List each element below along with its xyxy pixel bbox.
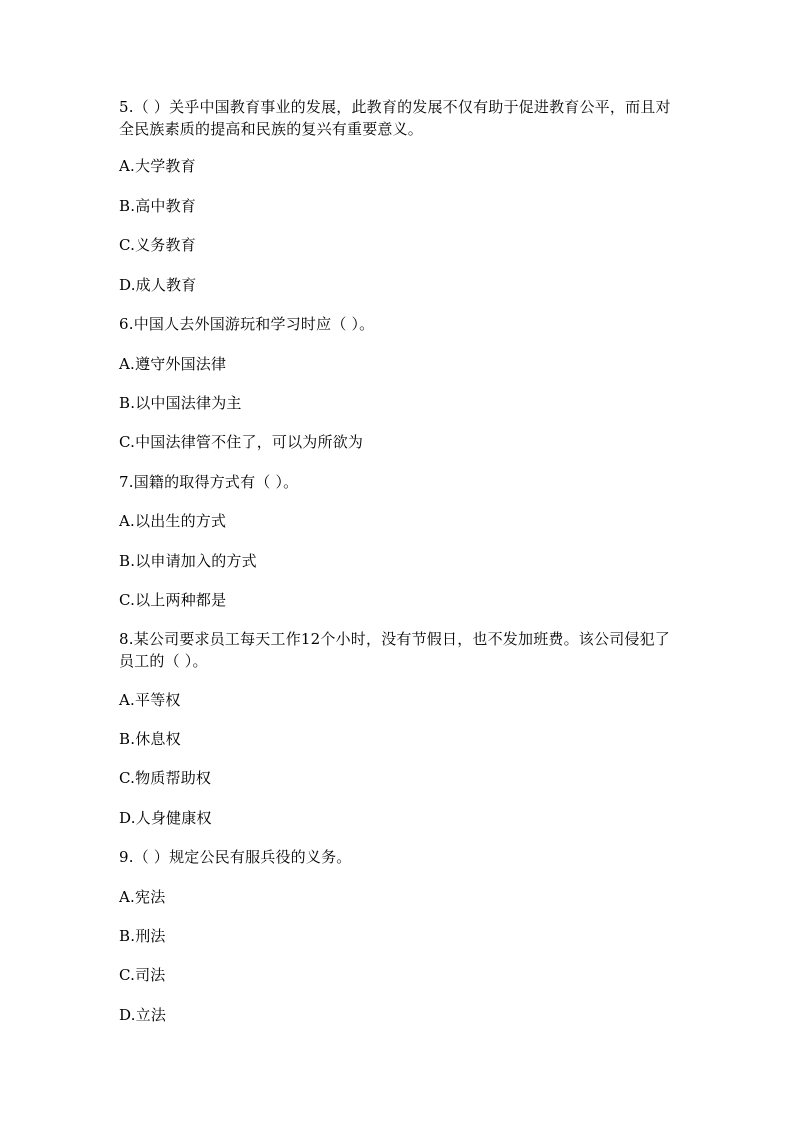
question-5-option-d: D.成人教育 [119,276,197,294]
question-7-option-c: C.以上两种都是 [119,591,227,609]
question-5-option-a: A.大学教育 [119,157,196,175]
question-9-option-d: D.立法 [119,1006,167,1024]
question-5-stem: 5.（ ）关乎中国教育事业的发展，此教育的发展不仅有助于促进教育公平，而且对全民族素质的提高和民族的复兴有重要意义。 [119,98,671,138]
question-7-option-b: B.以申请加入的方式 [119,552,257,570]
question-9-option-a: A.宪法 [119,888,166,906]
question-6-stem: 6.中国人去外国游玩和学习时应（ ）。 [119,315,375,333]
question-5-option-b: B.高中教育 [119,197,196,215]
question-8-option-d: D.人身健康权 [119,809,212,827]
question-8-stem: 8.某公司要求员工每天工作12个小时，没有节假日，也不发加班费。该公司侵犯了员工的（ ）。 [119,630,671,670]
question-7-stem: 7.国籍的取得方式有（ ）。 [119,473,299,491]
question-5-option-c: C.义务教育 [119,236,196,254]
question-6-option-c: C.中国法律管不住了，可以为所欲为 [119,433,364,451]
question-9-option-b: B.刑法 [119,927,166,945]
question-6-option-b: B.以中国法律为主 [119,394,242,412]
question-9-option-c: C.司法 [119,966,166,984]
question-8-option-a: A.平等权 [119,691,181,709]
question-9-stem: 9.（ ）规定公民有服兵役的义务。 [119,848,352,866]
question-7-option-a: A.以出生的方式 [119,512,227,530]
question-8-option-b: B.休息权 [119,730,181,748]
question-6-option-a: A.遵守外国法律 [119,355,227,373]
question-8-option-c: C.物质帮助权 [119,769,212,787]
